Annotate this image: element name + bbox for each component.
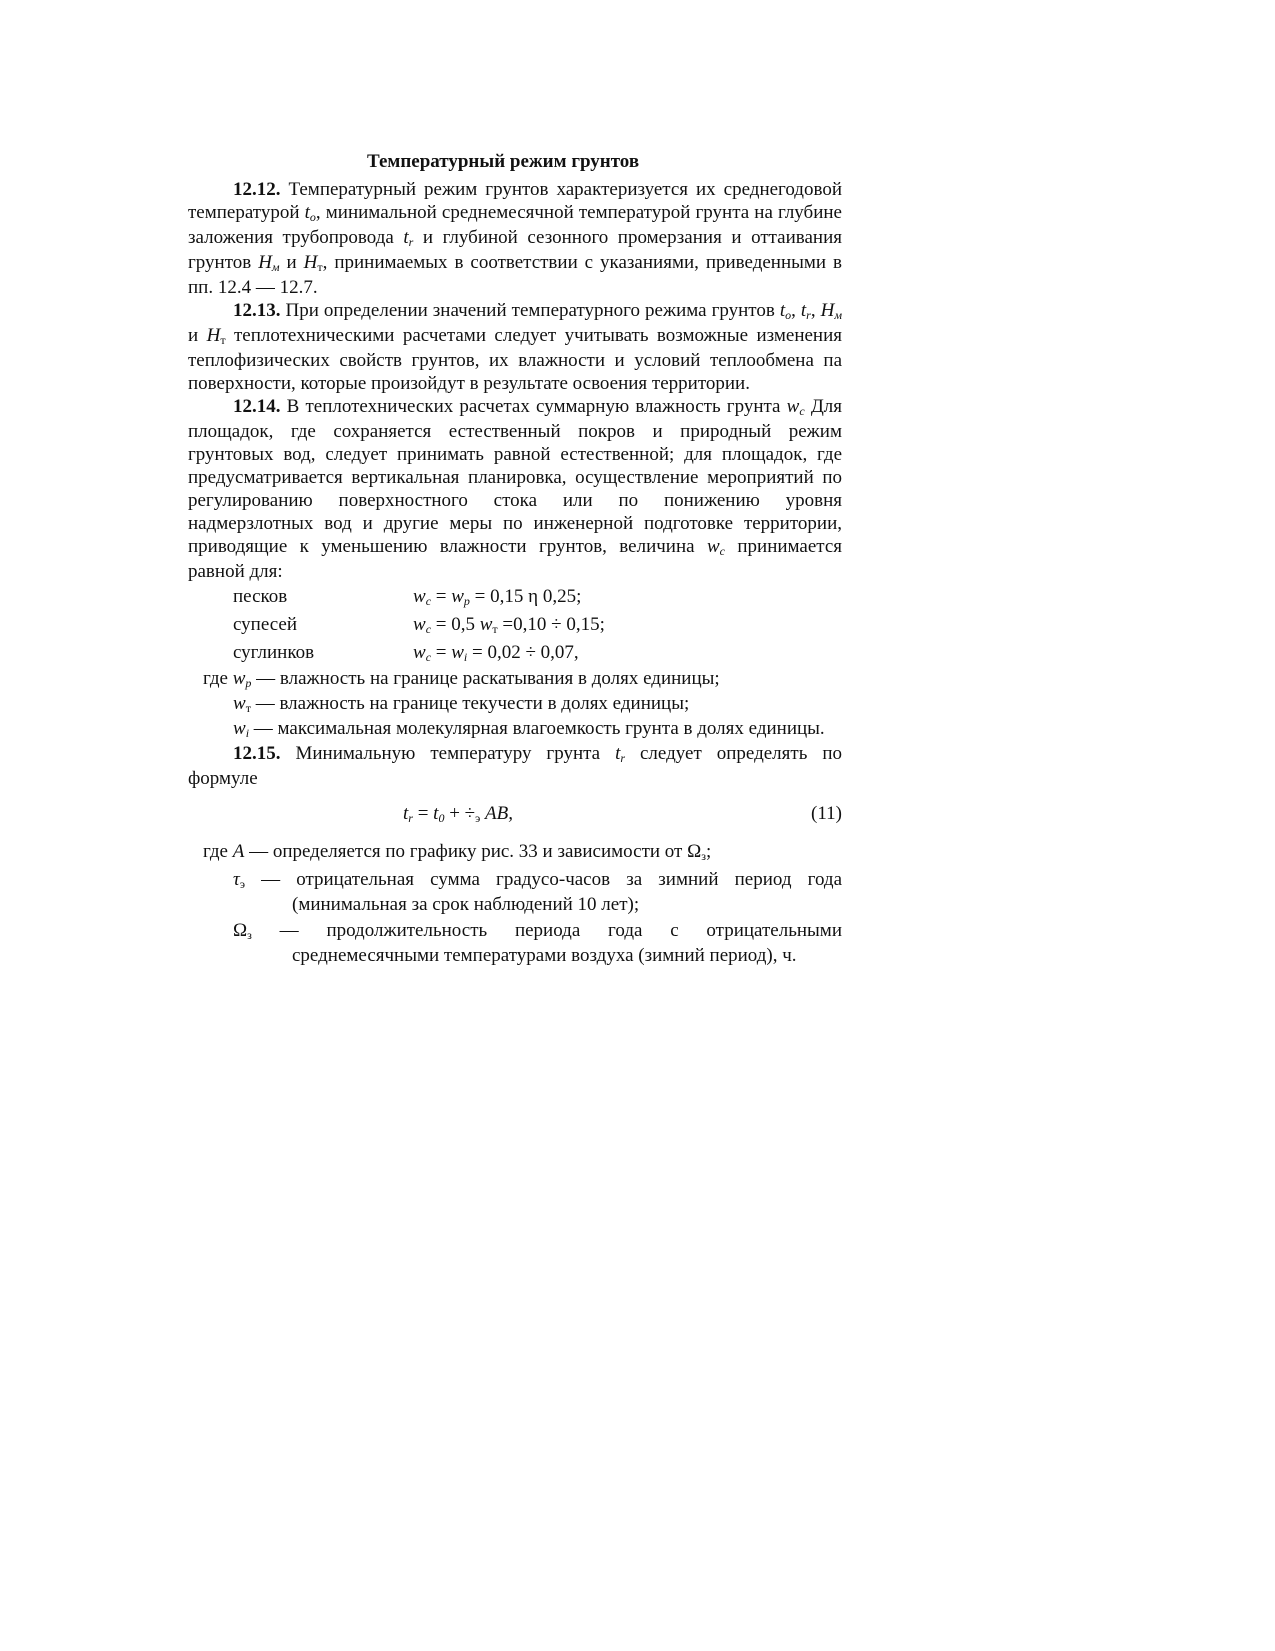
clause-number: 12.14. [233,396,281,417]
section-title: Температурный режим грунтов [367,151,640,172]
formula-number: (11) [811,803,842,824]
definition-wt: wт — влажность на границе текучести в долях единицы; [233,693,690,715]
formula-expression: tr = t0 + ÷э AB, [403,803,513,825]
definition-a: где A — определяется по графику рис. 33 и зависимости от Ωз; [203,841,712,863]
document-body [188,178,842,967]
clause-number: 12.12. [233,179,281,200]
paragraph-12-14: 12.14. В теплотехнических расчетах суммарную влажность грунта wc Для площадок, где сохраняется естественный покров и природный режим грунтовых вод, следует принимать равной естественной; для площадок, где предусматривается вертикальная планировка, осуществление мероприятий по регулированию поверхностного стока или по понижению уровня надмерзлотных вод и другие меры по инженерной подготовке территории, приводящие к уменьшению влажности грунтов, величина wc принимается равной для: [188,396,843,582]
definition-wp: где wp — влажность на границе раскатывания в долях единицы; [203,668,720,690]
definition-omega: Ωз — продолжительность периода года с отрицательными среднемесячными температурами воздуха (зимний период), ч. [233,920,842,966]
clause-number: 12.15. [233,743,281,764]
definition-tau: τэ — отрицательная сумма градусо-часов за зимний период года (минимальная за срок наблюдений 10 лет); [233,869,842,915]
definition-wi: wi — максимальная молекулярная влагоемкость грунта в долях единицы. [233,718,825,740]
value-row-loam: суглинков wc = wi = 0,02 ÷ 0,07, [233,642,579,664]
value-row-sandy-loam: супесей wc = 0,5 wт =0,10 ÷ 0,15; [233,614,605,636]
paragraph-12-15: 12.15. Минимальную температуру грунта tr следует определять по формуле [188,743,843,789]
clause-number: 12.13. [233,300,281,321]
paragraph-12-12: 12.12. Температурный режим грунтов характеризуется их среднегодовой температурой to, минимальной среднемесячной температурой грунта на глубине заложения трубопровода tr и глубиной сезонного промерзания и оттаивания грунтов Hм и Hт, принимаемых в соответствии с указаниями, приведенными в пп. 12.4 — 12.7. [188,179,843,298]
formula-11 [188,790,842,834]
paragraph-12-13: 12.13. При определении значений температурного режима грунтов to, tr, Hм и Hт теплотехническими расчетами следует учитывать возможные изменения теплофизических свойств грунтов, их влажности и условий теплообмена па поверхности, которые произойдут в результате освоения территории. [188,300,842,394]
value-row-sand: песков wc = wp = 0,15 η 0,25; [233,586,582,608]
